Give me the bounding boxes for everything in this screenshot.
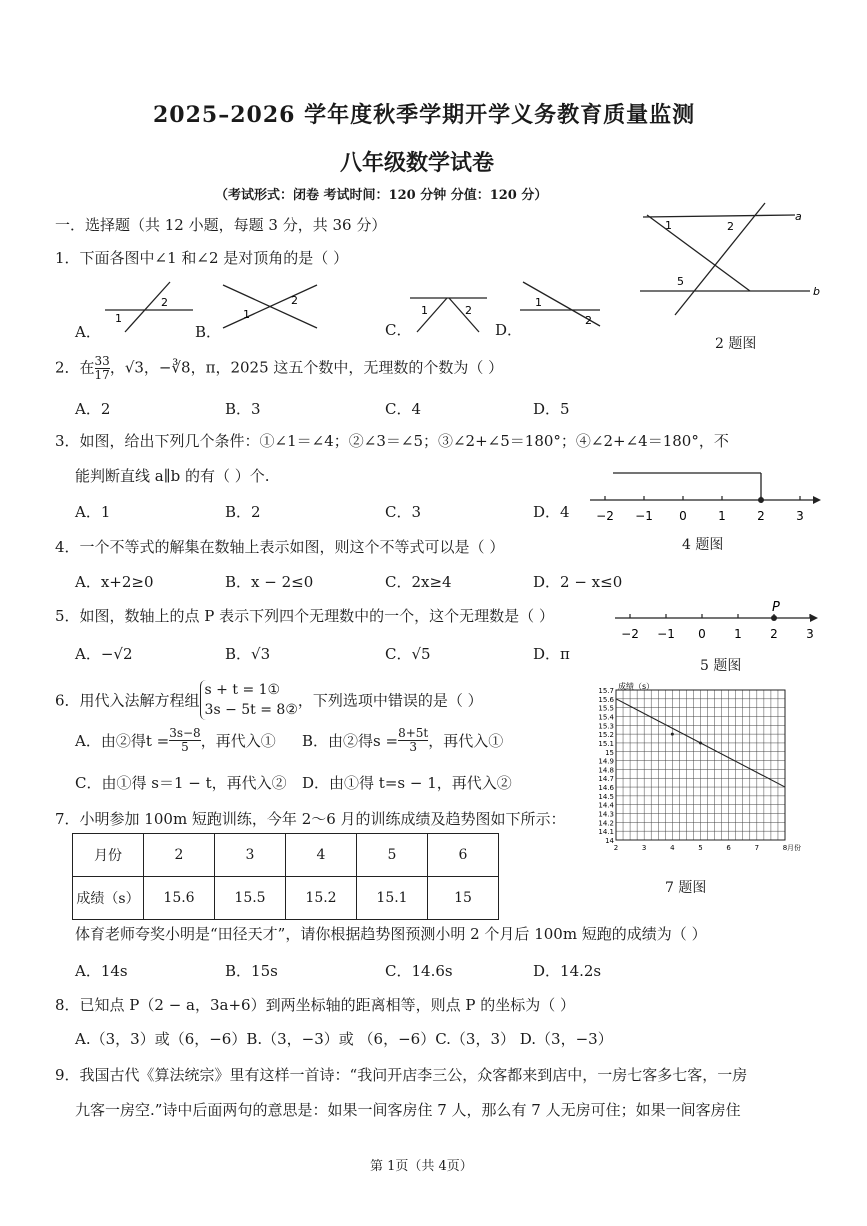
- fig2-diagram: [635, 195, 830, 330]
- chart-y-tick-label: 15.2: [598, 731, 614, 740]
- chart-y-tick-label: 15: [605, 748, 614, 757]
- q7-option-d: D．14.2s: [533, 962, 602, 980]
- q5-option-d: D．π: [533, 645, 570, 663]
- fig7-chart: [590, 680, 815, 860]
- q1-figure-d: [520, 282, 600, 327]
- chart-y-tick-label: 15.1: [598, 739, 614, 748]
- fig2-label-5: 5: [677, 275, 684, 288]
- chart-x-tick-label: 7: [754, 844, 760, 852]
- q7-option-c: C．14.6s: [385, 962, 453, 980]
- q1c-label-2: 2: [465, 304, 472, 317]
- q6-stem-b: ，下列选项中错误的是（ ）: [297, 691, 483, 710]
- q2-option-c: C．4: [385, 400, 422, 418]
- q7-score-cell: 15.5: [215, 877, 286, 920]
- fig4-tick-label: 1: [718, 509, 726, 523]
- fig5-tick-label: 3: [806, 627, 814, 641]
- q7-score-cell: 15.2: [286, 877, 357, 920]
- q3-option-c: C．3: [385, 503, 422, 521]
- section-heading: 一．选择题（共 12 小题，每题 3 分，共 36 分）: [55, 216, 387, 234]
- chart-y-tick-label: 15.5: [598, 704, 614, 713]
- q2-option-d: D．5: [533, 400, 570, 418]
- exam-info: （考试形式：闭卷 考试时间：120 分钟 分值：120 分）: [215, 188, 548, 203]
- fig5-tick-label: 2: [770, 627, 778, 641]
- fig2-label-a: a: [795, 210, 802, 223]
- q6-option-b: B．由②得s = $\frac{8+5t}{3}$ ，再代入①: [302, 726, 504, 754]
- q1-figure-a: [105, 282, 193, 332]
- chart-y-tick-label: 14.2: [598, 819, 614, 828]
- q2-rest: ，√3，−∛8，π，2025 这五个数中，无理数的个数为（ ）: [109, 358, 504, 377]
- chart-x-tick-label: 5: [698, 844, 703, 852]
- fig5-tick-label: −1: [657, 627, 675, 641]
- fig4-tick-label: 2: [757, 509, 765, 523]
- fig4-tick-label: −1: [635, 509, 653, 523]
- q7-option-a: A．14s: [75, 962, 128, 980]
- chart-x-tick-label: 3: [641, 844, 647, 852]
- q1c-label-1: 1: [421, 304, 428, 317]
- q6-option-c: C．由①得 s＝1 − t，再代入②: [75, 774, 287, 792]
- question-4-stem: 4．一个不等式的解集在数轴上表示如图，则这个不等式可以是（ ）: [55, 538, 505, 556]
- q6-option-d: D．由①得 t=s − 1，再代入②: [302, 774, 512, 792]
- chart-y-tick-label: 15.6: [598, 695, 614, 704]
- fig2-label-2: 2: [727, 220, 734, 233]
- question-9-line2: 九客一房空.”诗中后面两句的意思是：如果一间客房住 7 人，那么有 7 人无房可住；如果一间客房住: [75, 1101, 741, 1119]
- fig4-caption: 4 题图: [682, 537, 724, 553]
- fig4-number-line: [585, 465, 825, 527]
- fig5-tick-label: 1: [734, 627, 742, 641]
- fig4-tick-label: 3: [796, 509, 804, 523]
- q5-option-b: B．√3: [225, 645, 271, 663]
- q6-stem-a: 6．用代入法解方程组: [55, 691, 200, 710]
- q2-fraction: $\frac{33}{17}$: [94, 354, 110, 382]
- q8-options: A.（3，3）或（6，−6）B.（3，−3）或 （6，−6）C.（3，3） D.（3，−3）: [75, 1030, 613, 1048]
- chart-y-tick-label: 14.5: [598, 792, 614, 801]
- chart-y-tick-label: 14: [605, 837, 614, 845]
- chart-y-title: 成绩（s）: [618, 682, 655, 691]
- chart-x-tick-label: 6: [726, 844, 731, 852]
- fig5-point-label: P: [772, 600, 780, 615]
- q7-month-cell: 3: [215, 834, 286, 877]
- q1a-label-1: 1: [115, 312, 122, 325]
- q3-option-d: D．4: [533, 503, 570, 521]
- page-footer: 第 1页（共 4页）: [370, 1159, 473, 1174]
- fig5-tick-label: 0: [698, 627, 706, 641]
- q4-option-a: A．x+2≥0: [75, 573, 154, 591]
- question-8-stem: 8．已知点 P（2 − a，3a+6）到两坐标轴的距离相等，则点 P 的坐标为（ ）: [55, 996, 575, 1014]
- q1-figure-c: [410, 298, 487, 332]
- question-9-line1: 9．我国古代《算法统宗》里有这样一首诗：“我问开店李三公，众客都来到店中，一房七客多七客，一房: [55, 1066, 748, 1084]
- q1-option-a: A．: [75, 323, 101, 341]
- fig5-caption: 5 题图: [700, 658, 742, 674]
- fig2-label-1: 1: [665, 219, 672, 232]
- q1-option-b: B．: [195, 323, 222, 341]
- fig7-caption: 7 题图: [665, 880, 707, 896]
- q7-table: [72, 833, 499, 920]
- q1d-label-2: 2: [585, 314, 592, 327]
- table-row: [73, 834, 499, 877]
- chart-x-tick-label: 4: [670, 844, 675, 852]
- q1-figures: [95, 270, 615, 340]
- q3-option-b: B．2: [225, 503, 261, 521]
- q5-option-c: C．√5: [385, 645, 431, 663]
- question-7-question: 体育老师夸奖小明是“田径天才”，请你根据趋势图预测小明 2 个月后 100m 短跑的成绩为（ ）: [75, 925, 707, 943]
- q4-option-b: B．x − 2≤0: [225, 573, 314, 591]
- q1b-label-2: 2: [291, 294, 298, 307]
- q3-option-a: A．1: [75, 503, 111, 521]
- chart-x-tick-label: 8: [782, 844, 788, 852]
- q2-num: 2．在: [55, 358, 95, 377]
- q7-month-cell: 4: [286, 834, 357, 877]
- chart-y-tick-label: 14.4: [598, 801, 614, 810]
- chart-y-tick-label: 14.3: [598, 810, 614, 819]
- q6-option-a: A．由②得t = $\frac{3s-8}{5}$ ，再代入①: [75, 726, 276, 754]
- q7-score-cell: 15.1: [357, 877, 428, 920]
- chart-x-title: 月份: [787, 844, 801, 852]
- exam-subtitle: 八年级数学试卷: [340, 150, 495, 176]
- question-3-line2: 能判断直线 a∥b 的有（ ）个.: [75, 467, 270, 485]
- question-3-line1: 3．如图，给出下列几个条件：①∠1＝∠4；②∠3＝∠5；③∠2+∠5＝180°；④∠2+∠4＝180°，不: [55, 432, 729, 450]
- question-6-stem: [55, 680, 483, 720]
- q1-option-c: C．: [385, 321, 412, 339]
- chart-y-tick-label: 15.7: [598, 687, 614, 695]
- chart-y-tick-label: 14.1: [598, 828, 614, 837]
- chart-y-tick-label: 15.4: [598, 713, 614, 722]
- q1d-label-1: 1: [535, 296, 542, 309]
- q7-month-cell: 5: [357, 834, 428, 877]
- chart-y-tick-label: 14.8: [598, 766, 614, 775]
- q2-option-b: B．3: [225, 400, 261, 418]
- fig5-number-line: [610, 598, 825, 646]
- chart-y-tick-label: 14.9: [598, 757, 614, 766]
- q7-score-header: 成绩（s）: [73, 877, 144, 920]
- q7-month-header: 月份: [73, 834, 144, 877]
- fig2-label-b: b: [813, 285, 820, 298]
- chart-y-tick-label: 14.6: [598, 784, 614, 793]
- chart-y-tick-label: 15.3: [598, 722, 614, 731]
- chart-x-tick-label: 2: [613, 844, 619, 852]
- q4-option-d: D．2 − x≤0: [533, 573, 623, 591]
- chart-point: [699, 741, 702, 744]
- fig4-tick-label: −2: [596, 509, 614, 523]
- fig5-tick-label: −2: [621, 627, 639, 641]
- q1b-label-1: 1: [243, 308, 250, 321]
- question-7-stem: 7．小明参加 100m 短跑训练，今年 2～6 月的训练成绩及趋势图如下所示：: [55, 810, 566, 828]
- fig2-caption: 2 题图: [715, 336, 757, 352]
- q7-score-cell: 15.6: [144, 877, 215, 920]
- q7-month-cell: 6: [428, 834, 499, 877]
- q1-option-d: D．: [495, 321, 523, 339]
- q7-option-b: B．15s: [225, 962, 278, 980]
- q7-score-cell: 15: [428, 877, 499, 920]
- fig4-tick-label: 0: [679, 509, 687, 523]
- q1-figure-b: [223, 285, 317, 328]
- q4-option-c: C．2x≥4: [385, 573, 452, 591]
- q2-option-a: A．2: [75, 400, 111, 418]
- q1a-label-2: 2: [161, 296, 168, 309]
- q6-system: s + t = 1① 3s − 5t = 8②: [200, 680, 298, 720]
- question-1-stem: 1．下面各图中∠1 和∠2 是对顶角的是（ ）: [55, 249, 349, 267]
- exam-title: 2025–2026 学年度秋季学期开学义务教育质量监测: [153, 102, 696, 128]
- question-2-stem: [55, 355, 503, 382]
- q5-option-a: A．−√2: [75, 645, 133, 663]
- q7-month-cell: 2: [144, 834, 215, 877]
- chart-y-tick-label: 14.7: [598, 775, 614, 784]
- chart-point: [671, 733, 674, 736]
- question-5-stem: 5．如图，数轴上的点 P 表示下列四个无理数中的一个，这个无理数是（ ）: [55, 607, 554, 625]
- table-row: [73, 877, 499, 920]
